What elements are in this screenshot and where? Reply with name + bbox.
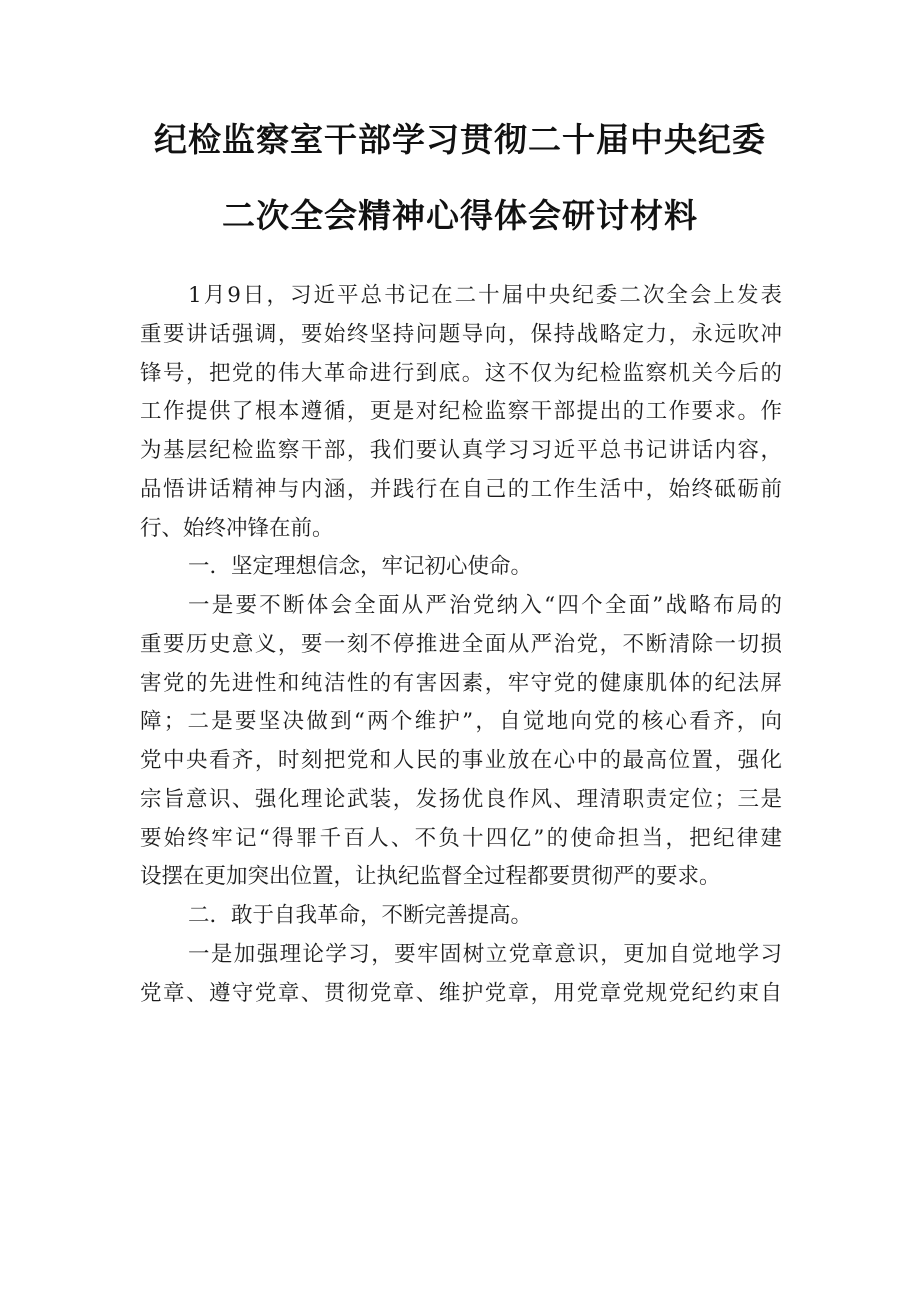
paragraph-1-line-7: 行、始终冲锋在前。 <box>140 515 334 541</box>
paragraph-3-line-1: 一是加强理论学习，要牢固树立党章意识，更加自觉地学习 <box>188 941 782 967</box>
document-title-line-1: 纪检监察室干部学习贯彻二十届中央纪委 <box>154 120 766 159</box>
section-heading-1: 一．坚定理想信念，牢记初心使命。 <box>188 554 533 580</box>
paragraph-2-line-1: 一是要不断体会全面从严治党纳入“四个全面”战略布局的 <box>188 593 782 618</box>
paragraph-1-line-4: 工作提供了根本遵循，更是对纪检监察干部提出的工作要求。作 <box>140 399 782 425</box>
paragraph-2-line-6: 宗旨意识、强化理论武装，发扬优良作风、理清职责定位；三是 <box>140 786 782 812</box>
document-body <box>140 277 782 1013</box>
paragraph-1-line-1: 1月9日，习近平总书记在二十届中央纪委二次全会上发表 <box>188 283 782 308</box>
paragraph-2-line-5: 党中央看齐，时刻把党和人民的事业放在心中的最高位置，强化 <box>140 748 782 773</box>
paragraph-1-line-3: 锋号，把党的伟大革命进行到底。这不仅为纪检监察机关今后的 <box>140 360 782 386</box>
paragraph-2-line-8: 设摆在更加突出位置，让执纪监督全过程都要贯彻严的要求。 <box>140 864 721 890</box>
paragraph-3-line-2: 党章、遵守党章、贯彻党章、维护党章，用党章党规党纪约束自 <box>140 980 782 1006</box>
paragraph-1-line-5: 为基层纪检监察干部，我们要认真学习习近平总书记讲话内容， <box>140 438 782 463</box>
paragraph-2-line-3: 害党的先进性和纯洁性的有害因素，牢守党的健康肌体的纪法屏 <box>140 670 782 696</box>
paragraph-2-line-2: 重要历史意义，要一刻不停推进全面从严治党，不断清除一切损 <box>140 631 782 657</box>
paragraph-1-line-6: 品悟讲话精神与内涵，并践行在自己的工作生活中，始终砥砺前 <box>140 476 782 502</box>
paragraph-2-line-7: 要始终牢记“得罪千百人、不负十四亿”的使命担当，把纪律建 <box>140 825 782 851</box>
paragraph-1-line-2: 重要讲话强调，要始终坚持问题导向，保持战略定力，永远吹冲 <box>140 321 782 347</box>
document-title-line-2: 二次全会精神心得体会研讨材料 <box>222 196 698 235</box>
section-heading-2: 二．敢于自我革命，不断完善提高。 <box>188 903 533 928</box>
paragraph-2-line-4: 障；二是要坚决做到“两个维护”，自觉地向党的核心看齐，向 <box>140 709 782 735</box>
